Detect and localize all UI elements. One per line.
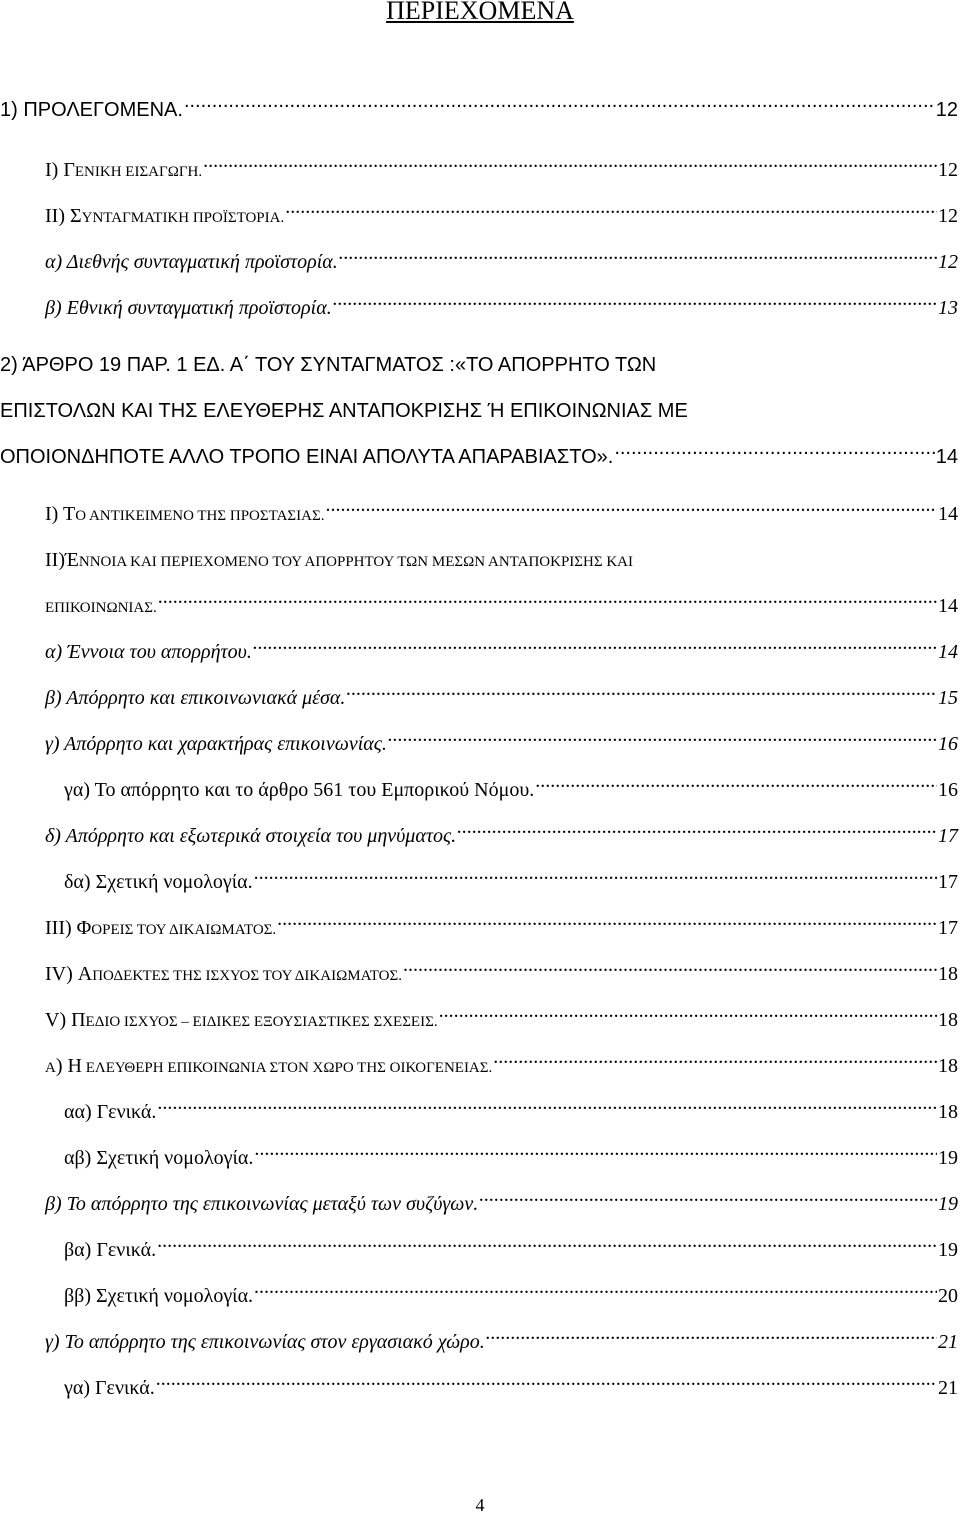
toc-page-number: 16 [938,779,958,801]
toc-entry[interactable] [45,729,958,759]
toc-entry-title [45,499,324,531]
toc-entry-title: δ) Απόρρητο και εξωτερικά στοιχεία του μηνύματος. [45,825,457,847]
toc-page-number: 21 [938,1377,958,1399]
toc-entry-title [45,155,202,187]
dot-leader [388,730,937,750]
dot-leader [486,1328,937,1348]
dot-leader [253,638,937,658]
toc-entry[interactable] [64,1097,958,1127]
toc-page-number: 20 [938,1285,958,1307]
dot-leader [535,776,937,796]
toc-entry-title: ββ) Σχετική νομολογία. [64,1285,254,1307]
toc-page-number: 18 [938,1009,958,1031]
toc-entry-title-cap: ΙΙ) Σ [45,205,82,227]
dot-leader [184,96,935,116]
toc-entry-title-cap: Ι) Τ [45,503,76,525]
toc-page-number: 12 [938,159,958,181]
toc-entry[interactable] [0,442,958,472]
toc-page-number: 16 [938,733,958,755]
dot-leader [333,294,937,314]
toc-page-number: 19 [938,1239,958,1261]
dot-leader [254,1144,937,1164]
toc-entry-title: α) Διεθνής συνταγματική προϊστορία. [45,251,338,273]
toc-entry[interactable] [64,1373,958,1403]
toc-entry[interactable] [45,913,958,945]
toc-entry[interactable] [45,247,958,277]
toc-page-number: 14 [938,503,958,525]
toc-page-number: 17 [938,825,958,847]
toc-entry-title-rest: ΝΝΟΙΑ ΚΑΙ ΠΕΡΙΕΧΟΜΕΝΟ ΤΟΥ ΑΠΟΡΡΗΤΟΥ ΤΩΝ ΜΕΣΩΝ ΑΝΤΑΠΟΚΡΙΣΗΣ ΚΑΙ [78,554,633,570]
toc-entry-title [45,201,284,233]
toc-page-number: 18 [938,1101,958,1123]
toc-entry-title [45,959,402,991]
toc-entry-title: α) Έννοια του απορρήτου. [45,641,252,663]
toc-page-number: 18 [938,963,958,985]
dot-leader [156,1374,937,1394]
toc-page-number: 21 [938,1331,958,1353]
toc-entry-title: γ) Το απόρρητο της επικοινωνίας στον εργασιακό χώρο. [45,1331,485,1353]
toc-entry[interactable] [64,1143,958,1173]
toc-entry-title-cap: ) Η [55,1055,82,1077]
toc-entry-title-rest: ΕΛΕΥΘΕΡΗ ΕΠΙΚΟΙΝΩΝΙΑ ΣΤΟΝ ΧΩΡΟ ΤΗΣ ΟΙΚΟΓΕΝΕΙΑΣ. [81,1060,493,1076]
toc-entry-title: ΟΠΟΙΟΝΔΗΠΟΤΕ ΑΛΛΟ ΤΡΟΠΟ ΕΙΝΑΙ ΑΠΟΛΥΤΑ ΑΠΑΡΑΒΙΑΣΤΟ». [0,446,614,468]
toc-entry[interactable] [45,1005,958,1037]
toc-entry-title [45,1051,492,1083]
toc-entry-title-rest: ΕΔΙΟ ΙΣΧΥΟΣ – ΕΙΔΙΚΕΣ ΕΞΟΥΣΙΑΣΤΙΚΕΣ ΣΧΕΣΕΙΣ. [85,1014,438,1030]
page-title: ΠΕΡΙΕΧΟΜΕΝΑ [386,0,574,25]
dot-leader [346,684,937,704]
toc-entry-title: γ) Απόρρητο και χαρακτήρας επικοινωνίας. [45,733,387,755]
toc-page-number: 12 [938,205,958,227]
toc-entry-title-cap: ΙΙΙ) Φ [45,917,92,939]
toc-page-number: 14 [938,641,958,663]
toc-entry-title: ΕΠΙΚΟΙΝΩΝΙΑΣ. [45,600,157,616]
toc-entry-line[interactable]: ΕΠΙΣΤΟΛΩΝ ΚΑΙ ΤΗΣ ΕΛΕΥΘΕΡΗΣ ΑΝΤΑΠΟΚΡΙΣΗΣ Ή ΕΠΙΚΟΙΝΩΝΙΑΣ ΜΕ [0,400,688,422]
dot-leader [203,156,937,176]
toc-entry[interactable] [0,95,958,125]
toc-entry-title-cap: ΙV) Α [45,963,93,985]
page-number-footer: 4 [475,1495,485,1515]
dot-leader [614,443,934,463]
toc-entry-title-cap: V) Π [45,1009,86,1031]
toc-page-number: 18 [938,1055,958,1077]
toc-entry[interactable] [64,775,958,805]
toc-page-number: 12 [938,251,958,273]
toc-entry[interactable] [64,1281,958,1311]
toc-entry[interactable] [45,821,958,851]
dot-leader [493,1052,937,1072]
dot-leader [457,822,937,842]
toc-page-number: 17 [938,871,958,893]
toc-entry-title-prefix: Α [45,1060,56,1076]
toc-entry[interactable] [45,293,958,323]
toc-entry-title: αβ) Σχετική νομολογία. [64,1147,254,1169]
toc-entry[interactable] [45,1327,958,1357]
toc-entry[interactable] [45,155,958,187]
toc-entry-title: β) Εθνική συνταγματική προϊστορία. [45,297,332,319]
toc-entry-title: δα) Σχετική νομολογία. [64,871,253,893]
toc-page-number: 19 [938,1193,958,1215]
toc-entry-title: β) Το απόρρητο της επικοινωνίας μεταξύ των συζύγων. [45,1193,479,1215]
dot-leader [157,1098,937,1118]
toc-entry-line[interactable] [45,545,633,577]
toc-entry-title-rest: Ο ΑΝΤΙΚΕΙΜΕΝΟ ΤΗΣ ΠΡΟΣΤΑΣΙΑΣ. [75,508,325,524]
toc-page-number: 15 [938,687,958,709]
toc-entry-title: βα) Γενικά. [64,1239,157,1261]
toc-page-number: 19 [938,1147,958,1169]
dot-leader [254,1282,937,1302]
toc-entry[interactable] [45,683,958,713]
dot-leader [254,868,937,888]
toc-entry[interactable] [45,1189,958,1219]
toc-entry-title [45,913,276,945]
toc-entry-title-rest: ΠΟΔΕΚΤΕΣ ΤΗΣ ΙΣΧΥΟΣ ΤΟΥ ΔΙΚΑΙΩΜΑΤΟΣ. [92,968,402,984]
toc-entry[interactable] [45,1051,958,1083]
dot-leader [277,914,937,934]
toc-entry-title: β) Απόρρητο και επικοινωνιακά μέσα. [45,687,346,709]
dot-leader [479,1190,937,1210]
dot-leader [285,202,937,222]
toc-entry-title: αα) Γενικά. [64,1101,157,1123]
dot-leader [339,248,937,268]
toc-page-number: 17 [938,917,958,939]
toc-entry[interactable] [64,1235,958,1265]
toc-page-number: 14 [938,595,958,617]
toc-entry[interactable] [64,867,958,897]
toc-page-number: 14 [935,446,958,468]
toc-entry-title: γα) Γενικά. [64,1377,155,1399]
dot-leader [325,500,937,520]
toc-entry-title: 1) ΠΡΟΛΕΓΟΜΕΝΑ. [0,99,183,121]
toc-entry-title-rest: ΕΝΙΚΗ ΕΙΣΑΓΩΓΗ. [74,164,203,180]
dot-leader [157,1236,937,1256]
toc-entry-line[interactable]: 2) ΆΡΘΡΟ 19 ΠΑΡ. 1 ΕΔ. Α΄ ΤΟΥ ΣΥΝΤΑΓΜΑΤΟΣ :«ΤΟ ΑΠΟΡΡΗΤΟ ΤΩΝ [0,354,657,376]
toc-entry-title-cap: Ι) Γ [45,159,75,181]
toc-entry[interactable] [45,637,958,667]
toc-entry-title-rest: ΥΝΤΑΓΜΑΤΙΚΗ ΠΡΟΪΣΤΟΡΙΑ. [81,210,285,226]
toc-entry[interactable] [45,591,958,623]
toc-entry-title-cap: ΙΙ)Έ [45,549,79,571]
toc-entry-title [45,1005,438,1037]
toc-entry[interactable] [45,499,958,531]
toc-entry-title-rest: ΟΡΕΙΣ ΤΟΥ ΔΙΚΑΙΩΜΑΤΟΣ. [91,922,277,938]
toc-entry[interactable] [45,959,958,991]
dot-leader [439,1006,937,1026]
toc-page-number: 13 [938,297,958,319]
dot-leader [158,592,937,612]
toc-page-number: 12 [935,99,958,121]
toc-entry[interactable] [45,201,958,233]
toc-entry-title: γα) Το απόρρητο και το άρθρο 561 του Εμπορικού Νόμου. [64,779,535,801]
dot-leader [403,960,937,980]
